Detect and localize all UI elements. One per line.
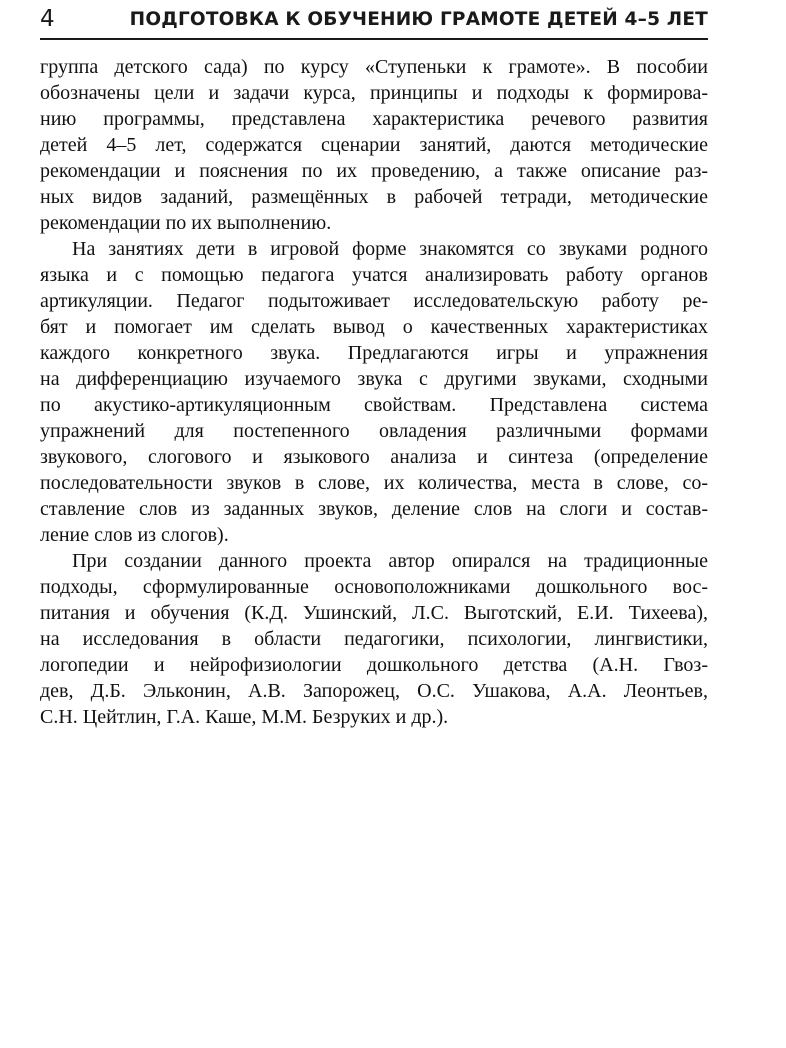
text-line: нию программы, представлена характеристика речевого развития — [40, 108, 708, 130]
text-line: подходы, сформулированные основоположниками дошкольного вос- — [40, 576, 708, 598]
text-line: При создании данного проекта автор опирался на традиционные — [72, 550, 708, 572]
text-line: С.Н. Цейтлин, Г.А. Каше, М.М. Безруких и др.). — [40, 706, 449, 728]
text-line: артикуляции. Педагог подытоживает исследовательскую работу ре- — [40, 290, 708, 312]
paragraph-3 — [40, 548, 708, 730]
page-number: 4 — [40, 6, 55, 32]
text-line: последовательности звуков в слове, их количества, места в слове, со- — [40, 472, 708, 494]
text-line: группа детского сада) по курсу «Ступеньки к грамоте». В пособии — [40, 56, 708, 78]
text-line: детей 4–5 лет, содержатся сценарии занятий, даются методические — [40, 134, 708, 156]
text-line: каждого конкретного звука. Предлагаются игры и упражнения — [40, 342, 708, 364]
text-line: питания и обучения (К.Д. Ушинский, Л.С. Выготский, Е.И. Тихеева), — [40, 602, 708, 624]
text-line: ных видов заданий, размещённых в рабочей тетради, методические — [40, 186, 708, 208]
text-line: На занятиях дети в игровой форме знакомятся со звуками родного — [72, 238, 708, 260]
text-line: бят и помогает им сделать вывод о качественных характеристиках — [40, 316, 708, 338]
text-line: ставление слов из заданных звуков, деление слов на слоги и состав- — [40, 498, 708, 520]
text-line: рекомендации по их выполнению. — [40, 212, 332, 234]
text-line: звукового, слогового и языкового анализа и синтеза (определение — [40, 446, 708, 468]
header-rule — [40, 38, 708, 40]
text-line: по акустико-артикуляционным свойствам. Представлена система — [40, 394, 708, 416]
text-line: обозначены цели и задачи курса, принципы и подходы к формирова- — [40, 82, 708, 104]
text-line: рекомендации и пояснения по их проведению, а также описание раз- — [40, 160, 708, 182]
text-line: упражнений для постепенного овладения различными формами — [40, 420, 708, 442]
running-title: ПОДГОТОВКА К ОБУЧЕНИЮ ГРАМОТЕ ДЕТЕЙ 4–5 ЛЕТ — [129, 9, 708, 30]
paragraph-1 — [40, 54, 708, 236]
body-text — [40, 54, 708, 730]
text-line: языка и с помощью педагога учатся анализировать работу органов — [40, 264, 708, 286]
text-line: логопедии и нейрофизиологии дошкольного детства (А.Н. Гвоз- — [40, 654, 708, 676]
text-line: на дифференциацию изучаемого звука с другими звуками, сходными — [40, 368, 708, 390]
text-line: на исследования в области педагогики, психологии, лингвистики, — [40, 628, 708, 650]
text-line: дев, Д.Б. Эльконин, А.В. Запорожец, О.С. Ушакова, А.А. Леонтьев, — [40, 680, 708, 702]
paragraph-2 — [40, 236, 708, 548]
running-head — [40, 4, 708, 38]
text-line: ление слов из слогов). — [40, 524, 229, 546]
